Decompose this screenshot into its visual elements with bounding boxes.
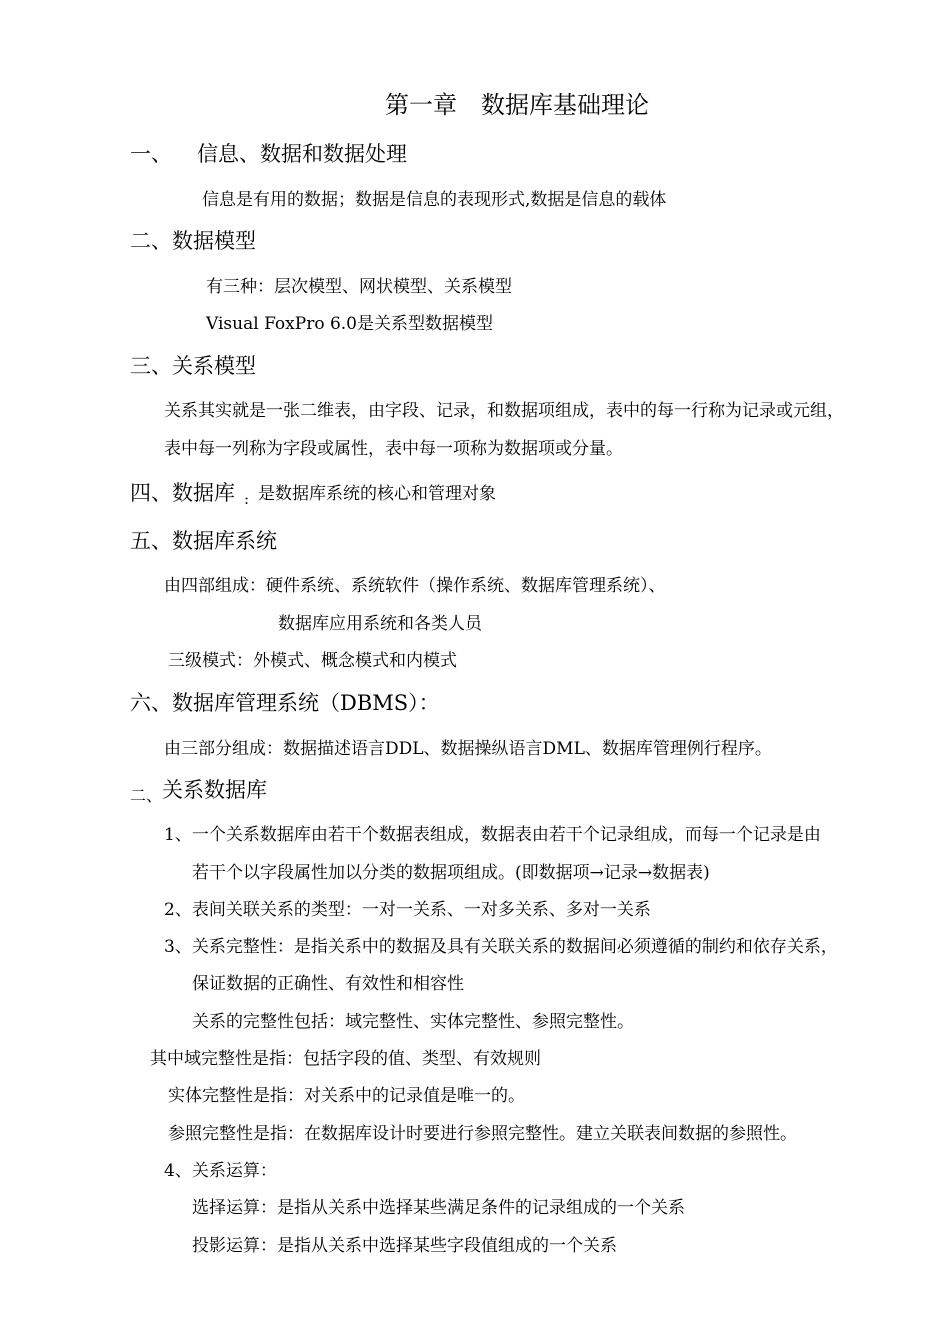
section-4-colon: :: [244, 490, 250, 508]
item-3-line-1: 3、关系完整性：是指关系中的数据及具有关联关系的数据间必须遵循的制约和依存关系，: [164, 937, 838, 957]
entity-integrity-text: 实体完整性是指：对关系中的记录值是唯一的。: [168, 1086, 525, 1106]
section-3-text-2: 表中每一列称为字段或属性，表中每一项称为数据项或分量。: [164, 439, 623, 459]
section-1-number: 一、: [130, 142, 172, 166]
section-5-text-1: 由四部组成：硬件系统、系统软件（操作系统、数据库管理系统）、: [164, 576, 666, 596]
item-4: 4、关系运算：: [164, 1161, 277, 1181]
chapter-title: 第一章 数据库基础理论: [385, 91, 649, 119]
item-4-projection: 投影运算：是指从关系中选择某些字段值组成的一个关系: [192, 1236, 617, 1256]
item-1-line-2: 若干个以字段属性加以分类的数据项组成。(即数据项→记录→数据表): [192, 863, 710, 883]
section-4-heading: 四、数据库: [130, 481, 235, 505]
referential-integrity-text: 参照完整性是指：在数据库设计时要进行参照完整性。建立关联表间数据的参照性。: [168, 1124, 797, 1144]
section-3-text-1: 关系其实就是一张二维表，由字段、记录，和数据项组成，表中的每一行称为记录或元组，: [164, 401, 844, 421]
section-3-heading: 三、关系模型: [130, 354, 256, 378]
section-6-text: 由三部分组成：数据描述语言DDL、数据操纵语言DML、数据库管理例行程序。: [164, 739, 772, 759]
section-7-heading: 关系数据库: [162, 778, 267, 802]
section-2-heading: 二、数据模型: [130, 229, 256, 253]
section-2-text-1: 有三种：层次模型、网状模型、关系模型: [206, 277, 512, 297]
section-1-text: 信息是有用的数据；数据是信息的表现形式,数据是信息的载体: [202, 190, 667, 210]
section-2-text-2: Visual FoxPro 6.0是关系型数据模型: [206, 314, 493, 334]
section-6-heading: 六、数据库管理系统（DBMS）：: [130, 691, 440, 715]
section-5-text-2: 数据库应用系统和各类人员: [278, 614, 482, 634]
section-4-text: 是数据库系统的核心和管理对象: [258, 484, 496, 504]
item-4-selection: 选择运算：是指从关系中选择某些满足条件的记录组成的一个关系: [192, 1198, 685, 1218]
section-5-text-3: 三级模式：外模式、概念模式和内模式: [168, 651, 457, 671]
section-1-heading: 信息、数据和数据处理: [197, 142, 407, 166]
section-5-heading: 五、数据库系统: [130, 529, 277, 553]
item-1-line-1: 1、一个关系数据库由若干个数据表组成，数据表由若干个记录组成，而每一个记录是由: [164, 825, 821, 845]
section-7-number: 二、: [130, 786, 163, 805]
domain-integrity-text: 其中域完整性是指：包括字段的值、类型、有效规则: [150, 1049, 541, 1069]
item-2: 2、表间关联关系的类型：一对一关系、一对多关系、多对一关系: [164, 900, 651, 920]
item-3-line-3: 关系的完整性包括：域完整性、实体完整性、参照完整性。: [192, 1012, 634, 1032]
item-3-line-2: 保证数据的正确性、有效性和相容性: [192, 974, 464, 994]
